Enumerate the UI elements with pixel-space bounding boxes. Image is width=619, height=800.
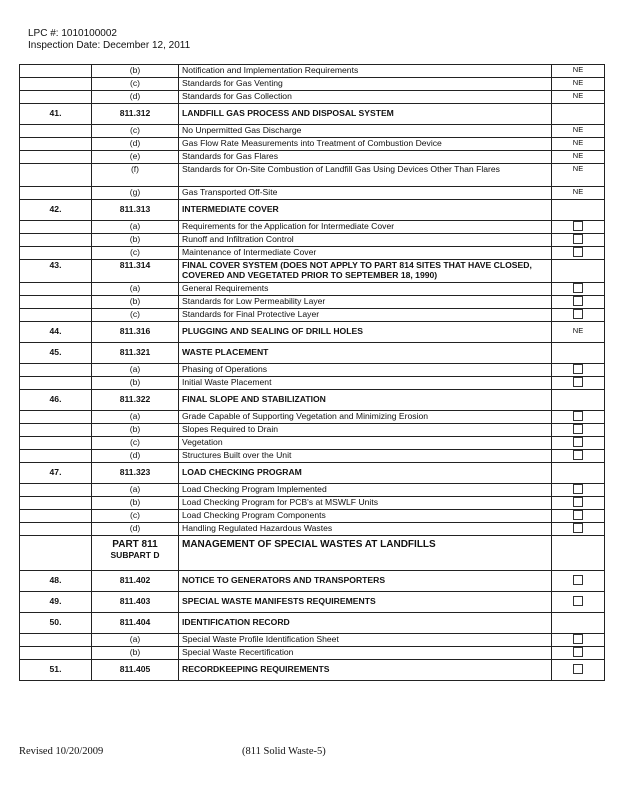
section-heading: MANAGEMENT OF SPECIAL WASTES AT LANDFILLS <box>179 536 552 571</box>
requirement-description: Special Waste Profile Identification Sheet <box>179 634 552 647</box>
table-row <box>20 613 605 634</box>
table-row <box>20 247 605 260</box>
table-row <box>20 200 605 221</box>
requirement-description: Maintenance of Intermediate Cover <box>179 247 552 260</box>
subsection-letter: (d) <box>92 138 179 151</box>
table-row <box>20 309 605 322</box>
table-row <box>20 322 605 343</box>
status-cell <box>552 497 605 510</box>
subsection-letter: (b) <box>92 377 179 390</box>
status-cell <box>552 450 605 463</box>
status-cell <box>552 296 605 309</box>
status-value <box>552 536 605 571</box>
status-value: NE <box>552 187 605 200</box>
table-row <box>20 187 605 200</box>
requirement-description: No Unpermitted Gas Discharge <box>179 125 552 138</box>
table-row <box>20 260 605 283</box>
subsection-letter: (d) <box>92 91 179 104</box>
subsection-letter: (a) <box>92 221 179 234</box>
status-cell <box>552 424 605 437</box>
requirement-description: Standards for Final Protective Layer <box>179 309 552 322</box>
section-number: 811.323 <box>92 463 179 484</box>
section-heading: SPECIAL WASTE MANIFESTS REQUIREMENTS <box>179 592 552 613</box>
table-row <box>20 104 605 125</box>
checkbox[interactable] <box>573 437 583 447</box>
status-cell <box>552 484 605 497</box>
status-value <box>552 343 605 364</box>
checkbox[interactable] <box>573 411 583 421</box>
table-row <box>20 536 605 571</box>
item-number <box>20 634 92 647</box>
checkbox[interactable] <box>573 450 583 460</box>
item-number <box>20 424 92 437</box>
section-number: 811.404 <box>92 613 179 634</box>
section-heading: WASTE PLACEMENT <box>179 343 552 364</box>
checkbox[interactable] <box>573 309 583 319</box>
requirement-description: Initial Waste Placement <box>179 377 552 390</box>
table-row <box>20 377 605 390</box>
section-heading: NOTICE TO GENERATORS AND TRANSPORTERS <box>179 571 552 592</box>
checkbox[interactable] <box>573 510 583 520</box>
item-number: 49. <box>20 592 92 613</box>
table-row <box>20 151 605 164</box>
status-cell <box>552 309 605 322</box>
subsection-letter: (c) <box>92 78 179 91</box>
item-number <box>20 164 92 187</box>
status-value <box>552 463 605 484</box>
item-number <box>20 221 92 234</box>
item-number: 51. <box>20 660 92 681</box>
status-cell <box>552 437 605 450</box>
revised-date: Revised 10/20/2009 <box>19 746 104 757</box>
subsection-letter: (b) <box>92 647 179 660</box>
table-row <box>20 647 605 660</box>
section-number: 811.316 <box>92 322 179 343</box>
table-row <box>20 634 605 647</box>
item-number: 47. <box>20 463 92 484</box>
checkbox[interactable] <box>573 596 583 606</box>
table-row <box>20 234 605 247</box>
checkbox[interactable] <box>573 221 583 231</box>
item-number <box>20 377 92 390</box>
table-row <box>20 65 605 78</box>
requirement-description: Gas Flow Rate Measurements into Treatment of Combustion Device <box>179 138 552 151</box>
status-value: NE <box>552 322 605 343</box>
page-label: (811 Solid Waste-5) <box>242 746 326 757</box>
requirement-description: Vegetation <box>179 437 552 450</box>
table-row <box>20 390 605 411</box>
status-value <box>552 200 605 221</box>
table-row <box>20 424 605 437</box>
requirement-description: Standards for Gas Venting <box>179 78 552 91</box>
checkbox[interactable] <box>573 634 583 644</box>
table-row <box>20 571 605 592</box>
status-value <box>552 104 605 125</box>
item-number <box>20 283 92 296</box>
table-row <box>20 592 605 613</box>
item-number <box>20 450 92 463</box>
table-row <box>20 484 605 497</box>
table-row <box>20 463 605 484</box>
checkbox[interactable] <box>573 377 583 387</box>
section-heading: LOAD CHECKING PROGRAM <box>179 463 552 484</box>
requirement-description: General Requirements <box>179 283 552 296</box>
item-number <box>20 364 92 377</box>
checkbox[interactable] <box>573 575 583 585</box>
item-number: 42. <box>20 200 92 221</box>
requirement-description: Requirements for the Application for Intermediate Cover <box>179 221 552 234</box>
requirement-description: Standards for Gas Flares <box>179 151 552 164</box>
item-number <box>20 647 92 660</box>
item-number <box>20 536 92 571</box>
table-row <box>20 450 605 463</box>
subsection-letter: (g) <box>92 187 179 200</box>
item-number: 43. <box>20 260 92 283</box>
status-value: NE <box>552 125 605 138</box>
table-row <box>20 510 605 523</box>
subsection-letter: (b) <box>92 234 179 247</box>
item-number <box>20 523 92 536</box>
item-number: 46. <box>20 390 92 411</box>
status-value: NE <box>552 164 605 187</box>
table-row <box>20 91 605 104</box>
item-number <box>20 510 92 523</box>
status-cell <box>552 647 605 660</box>
status-cell <box>552 283 605 296</box>
table-row <box>20 78 605 91</box>
subsection-letter: (b) <box>92 497 179 510</box>
status-cell <box>552 234 605 247</box>
item-number <box>20 234 92 247</box>
section-heading: LANDFILL GAS PROCESS AND DISPOSAL SYSTEM <box>179 104 552 125</box>
table-row <box>20 411 605 424</box>
checkbox[interactable] <box>573 296 583 306</box>
status-cell <box>552 523 605 536</box>
section-heading: FINAL SLOPE AND STABILIZATION <box>179 390 552 411</box>
requirement-description: Phasing of Operations <box>179 364 552 377</box>
requirement-description: Slopes Required to Drain <box>179 424 552 437</box>
item-number <box>20 91 92 104</box>
section-number: 811.314 <box>92 260 179 283</box>
item-number <box>20 78 92 91</box>
section-number <box>92 536 179 571</box>
subsection-letter: (d) <box>92 523 179 536</box>
table-row <box>20 221 605 234</box>
status-cell <box>552 571 605 592</box>
section-number: 811.321 <box>92 343 179 364</box>
subsection-letter: (b) <box>92 65 179 78</box>
item-number <box>20 497 92 510</box>
requirement-description: Structures Built over the Unit <box>179 450 552 463</box>
requirement-description: Notification and Implementation Requirements <box>179 65 552 78</box>
section-number: 811.313 <box>92 200 179 221</box>
item-number: 48. <box>20 571 92 592</box>
status-value <box>552 260 605 283</box>
item-number <box>20 484 92 497</box>
section-number: 811.322 <box>92 390 179 411</box>
table-row <box>20 138 605 151</box>
checkbox[interactable] <box>573 664 583 674</box>
section-heading: FINAL COVER SYSTEM (DOES NOT APPLY TO PART 814 SITES THAT HAVE CLOSED, COVERED AND VEGETATED PRIOR TO SEPTEMBER 18, 1990) <box>179 260 552 283</box>
item-number <box>20 247 92 260</box>
subsection-letter: (a) <box>92 283 179 296</box>
requirement-description: Runoff and Infiltration Control <box>179 234 552 247</box>
table-row <box>20 364 605 377</box>
section-heading: INTERMEDIATE COVER <box>179 200 552 221</box>
item-number <box>20 309 92 322</box>
status-value: NE <box>552 78 605 91</box>
lpc-number: LPC #: 1010100002 <box>28 28 117 39</box>
section-heading: PLUGGING AND SEALING OF DRILL HOLES <box>179 322 552 343</box>
item-number <box>20 65 92 78</box>
requirement-description: Standards for Gas Collection <box>179 91 552 104</box>
status-cell <box>552 411 605 424</box>
subsection-letter: (b) <box>92 424 179 437</box>
requirement-description: Load Checking Program for PCB's at MSWLF Units <box>179 497 552 510</box>
item-number: 41. <box>20 104 92 125</box>
status-cell <box>552 247 605 260</box>
subsection-letter: (b) <box>92 296 179 309</box>
table-row <box>20 497 605 510</box>
item-number: 45. <box>20 343 92 364</box>
item-number <box>20 125 92 138</box>
checkbox[interactable] <box>573 364 583 374</box>
status-cell <box>552 634 605 647</box>
item-number <box>20 411 92 424</box>
status-value <box>552 390 605 411</box>
section-number: 811.403 <box>92 592 179 613</box>
subsection-letter: (d) <box>92 450 179 463</box>
status-cell <box>552 510 605 523</box>
subsection-letter: (a) <box>92 364 179 377</box>
table-row <box>20 343 605 364</box>
subsection-letter: (f) <box>92 164 179 187</box>
subpart-label: SUBPART D <box>110 550 160 560</box>
requirement-description: Gas Transported Off-Site <box>179 187 552 200</box>
checkbox[interactable] <box>573 234 583 244</box>
section-number: 811.312 <box>92 104 179 125</box>
table-row <box>20 164 605 187</box>
table-row <box>20 283 605 296</box>
subsection-letter: (c) <box>92 247 179 260</box>
requirement-description: Load Checking Program Components <box>179 510 552 523</box>
checkbox[interactable] <box>573 523 583 533</box>
item-number: 44. <box>20 322 92 343</box>
checkbox[interactable] <box>573 647 583 657</box>
status-value <box>552 613 605 634</box>
subsection-letter: (a) <box>92 411 179 424</box>
requirement-description: Handling Regulated Hazardous Wastes <box>179 523 552 536</box>
subsection-letter: (c) <box>92 437 179 450</box>
status-cell <box>552 221 605 234</box>
status-cell <box>552 592 605 613</box>
status-cell <box>552 377 605 390</box>
subsection-letter: (a) <box>92 634 179 647</box>
status-value: NE <box>552 91 605 104</box>
table-row <box>20 523 605 536</box>
item-number <box>20 138 92 151</box>
requirement-description: Standards for On-Site Combustion of Landfill Gas Using Devices Other Than Flares <box>179 164 552 187</box>
requirement-description: Standards for Low Permeability Layer <box>179 296 552 309</box>
section-number: 811.405 <box>92 660 179 681</box>
section-number: 811.402 <box>92 571 179 592</box>
item-number: 50. <box>20 613 92 634</box>
section-heading: RECORDKEEPING REQUIREMENTS <box>179 660 552 681</box>
subsection-letter: (c) <box>92 309 179 322</box>
checkbox[interactable] <box>573 497 583 507</box>
item-number <box>20 151 92 164</box>
subsection-letter: (e) <box>92 151 179 164</box>
inspection-date: Inspection Date: December 12, 2011 <box>28 40 191 51</box>
status-value: NE <box>552 151 605 164</box>
item-number <box>20 187 92 200</box>
requirement-description: Grade Capable of Supporting Vegetation and Minimizing Erosion <box>179 411 552 424</box>
item-number <box>20 296 92 309</box>
item-number <box>20 437 92 450</box>
requirement-description: Special Waste Recertification <box>179 647 552 660</box>
table-row <box>20 660 605 681</box>
status-cell <box>552 660 605 681</box>
status-value: NE <box>552 138 605 151</box>
status-cell <box>552 364 605 377</box>
section-heading: IDENTIFICATION RECORD <box>179 613 552 634</box>
table-row <box>20 125 605 138</box>
checkbox[interactable] <box>573 247 583 257</box>
part-label: PART 811 <box>112 539 158 550</box>
table-row <box>20 296 605 309</box>
table-row <box>20 437 605 450</box>
subsection-letter: (a) <box>92 484 179 497</box>
checkbox[interactable] <box>573 484 583 494</box>
subsection-letter: (c) <box>92 125 179 138</box>
inspection-checklist-table <box>19 64 605 681</box>
requirement-description: Load Checking Program Implemented <box>179 484 552 497</box>
checkbox[interactable] <box>573 424 583 434</box>
status-value: NE <box>552 65 605 78</box>
checkbox[interactable] <box>573 283 583 293</box>
subsection-letter: (c) <box>92 510 179 523</box>
